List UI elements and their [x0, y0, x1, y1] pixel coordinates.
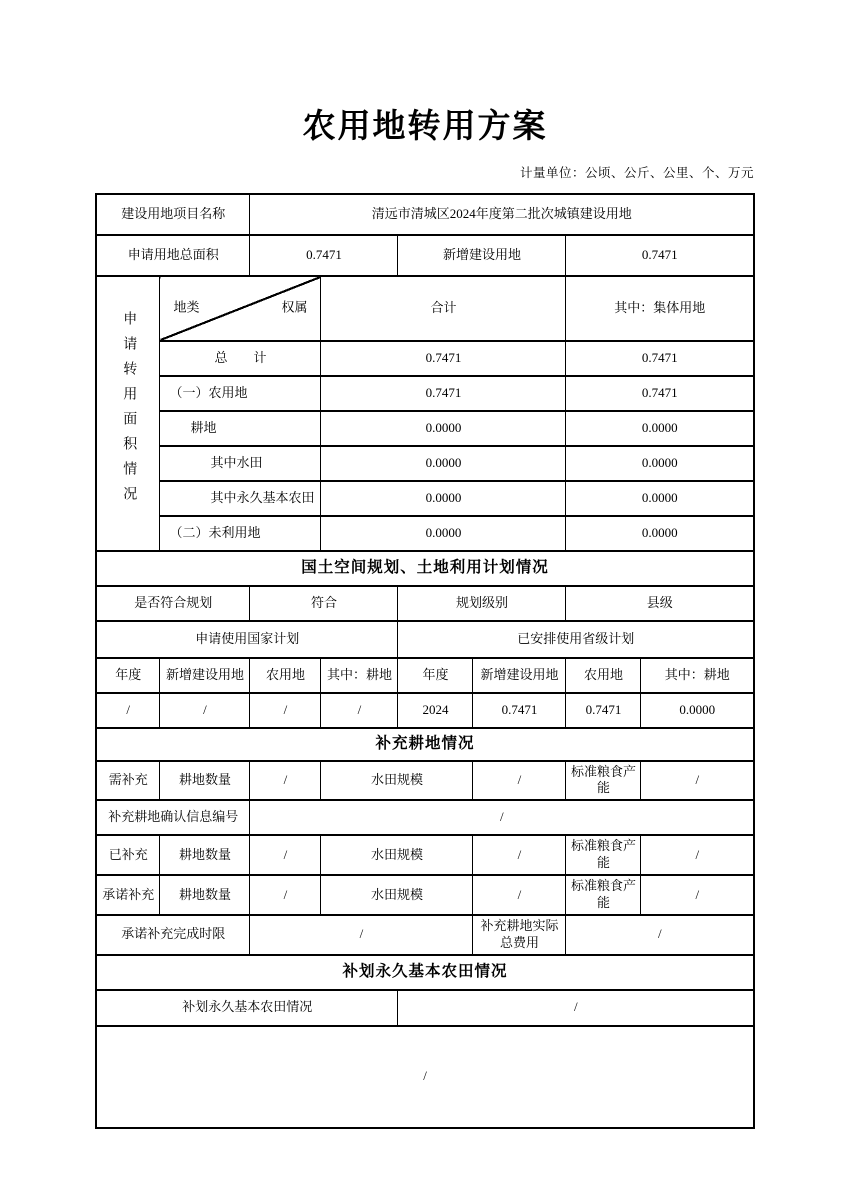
land-type-label: 总 计 [160, 341, 321, 376]
actual-cost-value: / [566, 915, 754, 955]
confirm-number-value: / [250, 800, 754, 835]
plan-value: 0.7471 [473, 693, 566, 728]
grain-capacity-value: / [641, 761, 754, 801]
paddy-scale-value: / [473, 835, 566, 875]
land-type-label: 其中永久基本农田 [160, 481, 321, 516]
collective-value: 0.7471 [566, 341, 754, 376]
plan-usage-header-row [96, 621, 754, 658]
total-area-label: 申请用地总面积 [96, 235, 250, 276]
supplement-category: 已补充 [96, 835, 160, 875]
total-value: 0.0000 [321, 411, 566, 446]
cultivated-qty-label: 耕地数量 [160, 875, 250, 915]
transfer-side-label [96, 276, 160, 551]
supplement-row-needed [96, 761, 754, 801]
col-header-collective: 其中：集体用地 [566, 276, 754, 341]
remark-value: / [96, 1026, 754, 1128]
actual-cost-label: 补充耕地实际总费用 [473, 915, 566, 955]
cultivated-qty-value: / [250, 875, 321, 915]
supplement-confirm-row [96, 800, 754, 835]
plan-col-header: 其中：耕地 [641, 658, 754, 693]
col-header-total: 合计 [321, 276, 566, 341]
supplement-row-done [96, 835, 754, 875]
plan-values-row [96, 693, 754, 728]
transfer-side-label-text: 申请转用面积情况 [121, 310, 137, 511]
transfer-row-paddy [96, 446, 754, 481]
diagonal-header-cell [160, 276, 321, 341]
farmland-section-header: 补划永久基本农田情况 [96, 955, 754, 990]
remark-row [96, 1026, 754, 1128]
provincial-plan-label: 已安排使用省级计划 [398, 621, 754, 658]
plan-col-header: 农用地 [250, 658, 321, 693]
transfer-header-row [96, 276, 754, 341]
plan-level-label: 规划级别 [398, 586, 566, 621]
plan-value: 2024 [398, 693, 473, 728]
cultivated-qty-label: 耕地数量 [160, 761, 250, 801]
plan-value: / [96, 693, 160, 728]
collective-value: 0.0000 [566, 516, 754, 551]
paddy-scale-value: / [473, 761, 566, 801]
total-value: 0.7471 [321, 341, 566, 376]
diagonal-ownership-label: 权属 [281, 299, 308, 315]
unit-note: 计量单位：公顷、公斤、公里、个、万元 [519, 165, 754, 180]
supplement-category: 需补充 [96, 761, 160, 801]
supplement-deadline-row [96, 915, 754, 955]
farmland-status-value: / [398, 990, 754, 1026]
plan-level-value: 县级 [566, 586, 754, 621]
paddy-scale-value: / [473, 875, 566, 915]
planning-section-header-row [96, 551, 754, 586]
grain-capacity-value: / [641, 835, 754, 875]
grain-capacity-label: 标准粮食产能 [566, 835, 641, 875]
new-construction-label: 新增建设用地 [398, 235, 566, 276]
transfer-row-basic-farmland [96, 481, 754, 516]
collective-value: 0.0000 [566, 411, 754, 446]
paddy-scale-label: 水田规模 [321, 761, 473, 801]
transfer-row-agricultural [96, 376, 754, 411]
land-type-label: 耕地 [160, 411, 321, 446]
plan-col-header: 农用地 [566, 658, 641, 693]
paddy-scale-label: 水田规模 [321, 875, 473, 915]
land-type-label: 其中水田 [160, 446, 321, 481]
farmland-status-row [96, 990, 754, 1026]
national-plan-label: 申请使用国家计划 [96, 621, 398, 658]
new-construction-value: 0.7471 [566, 235, 754, 276]
plan-value: 0.0000 [641, 693, 754, 728]
farmland-section-header-row [96, 955, 754, 990]
cultivated-qty-label: 耕地数量 [160, 835, 250, 875]
transfer-row-unused [96, 516, 754, 551]
deadline-label: 承诺补充完成时限 [96, 915, 250, 955]
collective-value: 0.0000 [566, 481, 754, 516]
plan-columns-header-row [96, 658, 754, 693]
plan-value: / [250, 693, 321, 728]
plan-col-header: 年度 [96, 658, 160, 693]
transfer-row-cultivated [96, 411, 754, 446]
plan-value: / [160, 693, 250, 728]
supplement-row-promised [96, 875, 754, 915]
land-type-label: （一）农用地 [160, 376, 321, 411]
project-name-row [96, 194, 754, 235]
grain-capacity-label: 标准粮食产能 [566, 761, 641, 801]
project-name-label: 建设用地项目名称 [96, 194, 250, 235]
cultivated-qty-value: / [250, 835, 321, 875]
total-value: 0.0000 [321, 516, 566, 551]
planning-compliance-row [96, 586, 754, 621]
diagonal-land-type-label: 地类 [173, 299, 200, 315]
total-area-value: 0.7471 [250, 235, 398, 276]
grain-capacity-label: 标准粮食产能 [566, 875, 641, 915]
confirm-number-label: 补充耕地确认信息编号 [96, 800, 250, 835]
land-type-label: （二）未利用地 [160, 516, 321, 551]
plan-col-header: 其中：耕地 [321, 658, 398, 693]
total-value: 0.0000 [321, 481, 566, 516]
compliance-value: 符合 [250, 586, 398, 621]
paddy-scale-label: 水田规模 [321, 835, 473, 875]
compliance-label: 是否符合规划 [96, 586, 250, 621]
plan-col-header: 新增建设用地 [473, 658, 566, 693]
cultivated-qty-value: / [250, 761, 321, 801]
plan-value: / [321, 693, 398, 728]
supplement-section-header: 补充耕地情况 [96, 728, 754, 761]
supplement-section-header-row [96, 728, 754, 761]
farmland-status-label: 补划永久基本农田情况 [96, 990, 398, 1026]
total-area-row [96, 235, 754, 276]
plan-col-header: 年度 [398, 658, 473, 693]
transfer-row-total [96, 341, 754, 376]
collective-value: 0.7471 [566, 376, 754, 411]
page-title: 农用地转用方案 [302, 107, 548, 144]
collective-value: 0.0000 [566, 446, 754, 481]
total-value: 0.7471 [321, 376, 566, 411]
planning-section-header: 国土空间规划、土地利用计划情况 [96, 551, 754, 586]
plan-col-header: 新增建设用地 [160, 658, 250, 693]
total-value: 0.0000 [321, 446, 566, 481]
land-conversion-table [95, 193, 755, 1129]
supplement-category: 承诺补充 [96, 875, 160, 915]
grain-capacity-value: / [641, 875, 754, 915]
deadline-value: / [250, 915, 473, 955]
project-name-value: 清远市清城区2024年度第二批次城镇建设用地 [250, 194, 754, 235]
plan-value: 0.7471 [566, 693, 641, 728]
